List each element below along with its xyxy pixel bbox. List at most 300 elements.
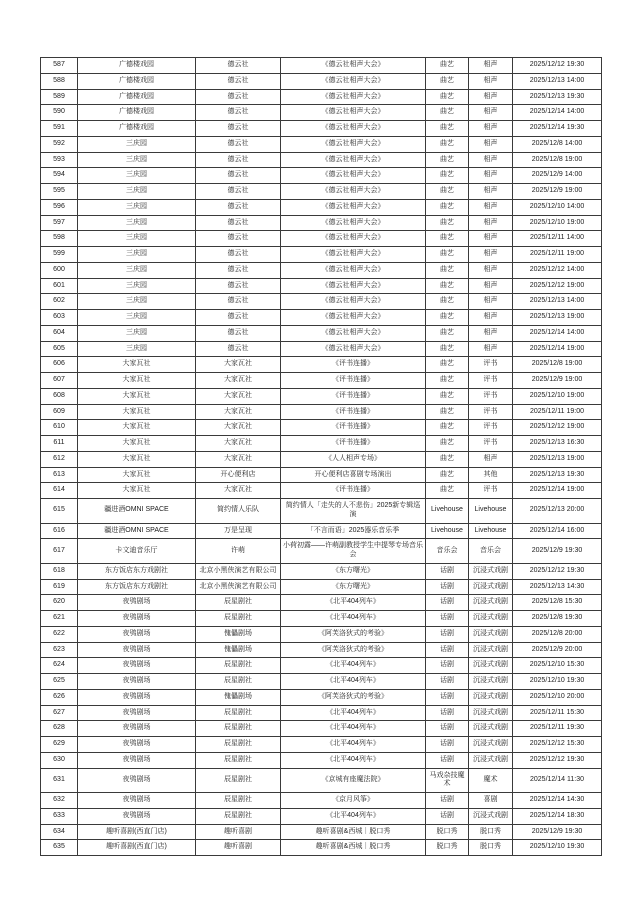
cell-datetime: 2025/12/11 15:30 (513, 705, 602, 721)
table-row (41, 840, 602, 856)
table-row (41, 595, 602, 611)
cell-troupe: 辰星剧社 (196, 768, 281, 793)
cell-troupe: 北京小黑侠演艺有限公司 (196, 579, 281, 595)
cell-title: 《评书连播》 (281, 436, 426, 452)
table-row (41, 152, 602, 168)
cell-troupe: 德云社 (196, 247, 281, 263)
cell-subcategory: 评书 (469, 420, 513, 436)
cell-troupe: 万是呈现 (196, 523, 281, 539)
cell-datetime: 2025/12/9 14:00 (513, 168, 602, 184)
table-row (41, 705, 602, 721)
table-row (41, 105, 602, 121)
cell-troupe: 德云社 (196, 199, 281, 215)
cell-datetime: 2025/12/13 19:30 (513, 89, 602, 105)
cell-num: 619 (41, 579, 78, 595)
cell-num: 589 (41, 89, 78, 105)
cell-num: 592 (41, 136, 78, 152)
cell-troupe: 德云社 (196, 294, 281, 310)
cell-venue: 夜鸮剧场 (78, 752, 196, 768)
cell-title: 《北平404列车》 (281, 705, 426, 721)
table-row (41, 89, 602, 105)
cell-title: 《北平404列车》 (281, 752, 426, 768)
table-row (41, 168, 602, 184)
cell-category: 曲艺 (426, 483, 469, 499)
cell-troupe: 大家瓦社 (196, 420, 281, 436)
cell-title: 《评书连播》 (281, 388, 426, 404)
cell-troupe: 德云社 (196, 152, 281, 168)
cell-num: 622 (41, 626, 78, 642)
cell-datetime: 2025/12/14 19:00 (513, 483, 602, 499)
cell-category: 曲艺 (426, 168, 469, 184)
cell-category: 话剧 (426, 721, 469, 737)
cell-troupe: 大家瓦社 (196, 483, 281, 499)
cell-troupe: 傀儡剧场 (196, 642, 281, 658)
cell-subcategory: 相声 (469, 451, 513, 467)
cell-datetime: 2025/12/14 14:30 (513, 793, 602, 809)
cell-troupe: 大家瓦社 (196, 404, 281, 420)
cell-num: 635 (41, 840, 78, 856)
cell-datetime: 2025/12/14 14:00 (513, 105, 602, 121)
cell-datetime: 2025/12/13 14:30 (513, 579, 602, 595)
cell-troupe: 德云社 (196, 168, 281, 184)
cell-troupe: 辰星剧社 (196, 808, 281, 824)
cell-venue: 夜鸮剧场 (78, 642, 196, 658)
table-row (41, 310, 602, 326)
cell-datetime: 2025/12/10 19:00 (513, 215, 602, 231)
cell-category: 曲艺 (426, 136, 469, 152)
cell-venue: 三庆园 (78, 278, 196, 294)
cell-title: 《京城有座魔法院》 (281, 768, 426, 793)
cell-datetime: 2025/12/14 11:30 (513, 768, 602, 793)
cell-title: 《京月风筝》 (281, 793, 426, 809)
cell-venue: 三庆园 (78, 341, 196, 357)
cell-num: 599 (41, 247, 78, 263)
cell-title: 「不言而语」2025器乐音乐季 (281, 523, 426, 539)
cell-venue: 大家瓦社 (78, 483, 196, 499)
table-row (41, 294, 602, 310)
cell-num: 607 (41, 373, 78, 389)
cell-num: 590 (41, 105, 78, 121)
cell-troupe: 辰星剧社 (196, 674, 281, 690)
cell-category: 曲艺 (426, 215, 469, 231)
cell-num: 630 (41, 752, 78, 768)
cell-title: 《东方曙光》 (281, 563, 426, 579)
cell-venue: 三庆园 (78, 199, 196, 215)
cell-category: 曲艺 (426, 357, 469, 373)
table-row (41, 373, 602, 389)
table-row (41, 579, 602, 595)
cell-datetime: 2025/12/11 19:00 (513, 404, 602, 420)
cell-category: 话剧 (426, 626, 469, 642)
table-row (41, 341, 602, 357)
cell-num: 587 (41, 58, 78, 74)
table-row (41, 752, 602, 768)
cell-datetime: 2025/12/14 16:00 (513, 523, 602, 539)
table-row (41, 247, 602, 263)
cell-title: 《阿芙洛狄式的考验》 (281, 642, 426, 658)
events-table-body (41, 58, 602, 856)
cell-category: 话剧 (426, 689, 469, 705)
cell-subcategory: 相声 (469, 152, 513, 168)
cell-troupe: 辰星剧社 (196, 705, 281, 721)
table-row (41, 563, 602, 579)
cell-num: 597 (41, 215, 78, 231)
cell-datetime: 2025/12/10 20:00 (513, 689, 602, 705)
cell-category: 话剧 (426, 705, 469, 721)
cell-title: 《德云社相声大会》 (281, 73, 426, 89)
cell-title: 趣听喜剧&西城｜脱口秀 (281, 824, 426, 840)
cell-title: 《德云社相声大会》 (281, 58, 426, 74)
cell-subcategory: 脱口秀 (469, 840, 513, 856)
cell-title: 《评书连播》 (281, 373, 426, 389)
cell-troupe: 大家瓦社 (196, 357, 281, 373)
cell-troupe: 许萌 (196, 539, 281, 564)
table-row (41, 483, 602, 499)
cell-subcategory: 沉浸式戏剧 (469, 721, 513, 737)
cell-venue: 大家瓦社 (78, 467, 196, 483)
cell-datetime: 2025/12/12 19:00 (513, 278, 602, 294)
cell-category: 曲艺 (426, 121, 469, 137)
cell-datetime: 2025/12/14 14:00 (513, 325, 602, 341)
cell-category: 曲艺 (426, 278, 469, 294)
cell-venue: 三庆园 (78, 152, 196, 168)
cell-title: 《东方曙光》 (281, 579, 426, 595)
cell-troupe: 辰星剧社 (196, 658, 281, 674)
cell-venue: 大家瓦社 (78, 373, 196, 389)
cell-title: 《北平404列车》 (281, 658, 426, 674)
cell-category: 脱口秀 (426, 824, 469, 840)
cell-troupe: 傀儡剧场 (196, 689, 281, 705)
cell-venue: 大家瓦社 (78, 357, 196, 373)
cell-category: 话剧 (426, 595, 469, 611)
table-row (41, 689, 602, 705)
cell-title: 《北平404列车》 (281, 808, 426, 824)
cell-troupe: 德云社 (196, 121, 281, 137)
cell-troupe: 辰星剧社 (196, 611, 281, 627)
cell-subcategory: 其他 (469, 467, 513, 483)
table-row (41, 499, 602, 524)
cell-category: 曲艺 (426, 310, 469, 326)
cell-subcategory: 沉浸式戏剧 (469, 611, 513, 627)
cell-venue: 三庆园 (78, 325, 196, 341)
table-row (41, 523, 602, 539)
cell-troupe: 辰星剧社 (196, 737, 281, 753)
cell-troupe: 大家瓦社 (196, 388, 281, 404)
cell-troupe: 辰星剧社 (196, 752, 281, 768)
cell-subcategory: 沉浸式戏剧 (469, 658, 513, 674)
cell-subcategory: 沉浸式戏剧 (469, 595, 513, 611)
cell-category: 曲艺 (426, 247, 469, 263)
cell-venue: 夜鸮剧场 (78, 793, 196, 809)
cell-subcategory: 相声 (469, 105, 513, 121)
table-row (41, 184, 602, 200)
cell-subcategory: 相声 (469, 247, 513, 263)
cell-num: 600 (41, 262, 78, 278)
cell-num: 596 (41, 199, 78, 215)
cell-num: 608 (41, 388, 78, 404)
cell-datetime: 2025/12/11 19:00 (513, 247, 602, 263)
cell-datetime: 2025/12/8 19:00 (513, 152, 602, 168)
cell-num: 624 (41, 658, 78, 674)
cell-subcategory: 沉浸式戏剧 (469, 579, 513, 595)
cell-category: 话剧 (426, 752, 469, 768)
table-row (41, 436, 602, 452)
cell-troupe: 德云社 (196, 310, 281, 326)
cell-venue: 疆进酒OMNI SPACE (78, 523, 196, 539)
cell-num: 612 (41, 451, 78, 467)
cell-venue: 趣听喜剧(西直门店) (78, 840, 196, 856)
table-row (41, 325, 602, 341)
table-row (41, 674, 602, 690)
cell-category: 曲艺 (426, 436, 469, 452)
cell-subcategory: 沉浸式戏剧 (469, 808, 513, 824)
cell-datetime: 2025/12/9 19:30 (513, 539, 602, 564)
table-row (41, 73, 602, 89)
cell-subcategory: 沉浸式戏剧 (469, 626, 513, 642)
cell-title: 《德云社相声大会》 (281, 136, 426, 152)
cell-subcategory: 相声 (469, 58, 513, 74)
cell-datetime: 2025/12/12 19:30 (513, 58, 602, 74)
cell-venue: 三庆园 (78, 231, 196, 247)
cell-venue: 广德楼戏园 (78, 105, 196, 121)
table-row (41, 199, 602, 215)
cell-subcategory: 相声 (469, 341, 513, 357)
cell-venue: 三庆园 (78, 247, 196, 263)
cell-datetime: 2025/12/12 15:30 (513, 737, 602, 753)
cell-subcategory: 音乐会 (469, 539, 513, 564)
cell-num: 629 (41, 737, 78, 753)
cell-category: 曲艺 (426, 388, 469, 404)
cell-venue: 夜鸮剧场 (78, 689, 196, 705)
cell-title: 趣听喜剧&西城｜脱口秀 (281, 840, 426, 856)
cell-subcategory: Livehouse (469, 523, 513, 539)
cell-title: 《北平404列车》 (281, 611, 426, 627)
cell-venue: 夜鸮剧场 (78, 721, 196, 737)
cell-num: 620 (41, 595, 78, 611)
cell-subcategory: 相声 (469, 310, 513, 326)
cell-num: 614 (41, 483, 78, 499)
cell-datetime: 2025/12/12 19:30 (513, 752, 602, 768)
table-row (41, 58, 602, 74)
cell-subcategory: 魔术 (469, 768, 513, 793)
cell-troupe: 德云社 (196, 325, 281, 341)
cell-title: 《评书连播》 (281, 357, 426, 373)
cell-category: 话剧 (426, 642, 469, 658)
cell-subcategory: 相声 (469, 325, 513, 341)
cell-category: 曲艺 (426, 325, 469, 341)
cell-datetime: 2025/12/9 19:00 (513, 373, 602, 389)
cell-subcategory: 沉浸式戏剧 (469, 737, 513, 753)
cell-troupe: 大家瓦社 (196, 373, 281, 389)
cell-subcategory: 评书 (469, 404, 513, 420)
cell-num: 616 (41, 523, 78, 539)
cell-datetime: 2025/12/8 19:30 (513, 611, 602, 627)
table-row (41, 768, 602, 793)
cell-title: 《人人相声专场》 (281, 451, 426, 467)
cell-subcategory: 相声 (469, 294, 513, 310)
cell-datetime: 2025/12/12 19:30 (513, 563, 602, 579)
events-table (40, 57, 602, 856)
cell-title: 《阿芙洛狄式的考验》 (281, 626, 426, 642)
cell-category: 曲艺 (426, 341, 469, 357)
cell-num: 621 (41, 611, 78, 627)
cell-venue: 夜鸮剧场 (78, 705, 196, 721)
cell-venue: 三庆园 (78, 136, 196, 152)
cell-subcategory: 相声 (469, 73, 513, 89)
cell-category: 曲艺 (426, 199, 469, 215)
cell-venue: 三庆园 (78, 294, 196, 310)
cell-venue: 夜鸮剧场 (78, 674, 196, 690)
table-row (41, 808, 602, 824)
cell-title: 《北平404列车》 (281, 721, 426, 737)
cell-num: 625 (41, 674, 78, 690)
cell-subcategory: 评书 (469, 357, 513, 373)
cell-title: 简约情人「走失的人不悲伤」2025新专辑巡演 (281, 499, 426, 524)
cell-num: 626 (41, 689, 78, 705)
cell-num: 618 (41, 563, 78, 579)
cell-troupe: 趣听喜剧 (196, 824, 281, 840)
table-row (41, 539, 602, 564)
cell-title: 《德云社相声大会》 (281, 325, 426, 341)
cell-venue: 三庆园 (78, 168, 196, 184)
cell-subcategory: 相声 (469, 262, 513, 278)
cell-troupe: 大家瓦社 (196, 436, 281, 452)
cell-venue: 三庆园 (78, 310, 196, 326)
cell-venue: 广德楼戏园 (78, 58, 196, 74)
table-row (41, 793, 602, 809)
cell-venue: 广德楼戏园 (78, 73, 196, 89)
cell-num: 593 (41, 152, 78, 168)
cell-datetime: 2025/12/9 20:00 (513, 642, 602, 658)
cell-num: 595 (41, 184, 78, 200)
cell-subcategory: 沉浸式戏剧 (469, 674, 513, 690)
cell-troupe: 德云社 (196, 58, 281, 74)
table-row (41, 262, 602, 278)
cell-datetime: 2025/12/13 19:30 (513, 467, 602, 483)
cell-venue: 趣听喜剧(西直门店) (78, 824, 196, 840)
cell-category: 曲艺 (426, 373, 469, 389)
cell-num: 632 (41, 793, 78, 809)
cell-title: 《北平404列车》 (281, 737, 426, 753)
table-row (41, 136, 602, 152)
cell-title: 《德云社相声大会》 (281, 215, 426, 231)
cell-num: 615 (41, 499, 78, 524)
cell-category: 曲艺 (426, 294, 469, 310)
table-row (41, 611, 602, 627)
cell-num: 613 (41, 467, 78, 483)
cell-datetime: 2025/12/8 19:00 (513, 357, 602, 373)
cell-subcategory: 相声 (469, 136, 513, 152)
cell-datetime: 2025/12/12 19:00 (513, 420, 602, 436)
cell-category: Livehouse (426, 499, 469, 524)
cell-datetime: 2025/12/13 16:30 (513, 436, 602, 452)
cell-datetime: 2025/12/14 19:00 (513, 341, 602, 357)
table-row (41, 278, 602, 294)
cell-venue: 夜鸮剧场 (78, 768, 196, 793)
cell-subcategory: 脱口秀 (469, 824, 513, 840)
cell-venue: 大家瓦社 (78, 404, 196, 420)
cell-datetime: 2025/12/10 14:00 (513, 199, 602, 215)
cell-subcategory: 相声 (469, 215, 513, 231)
table-row (41, 121, 602, 137)
table-row (41, 451, 602, 467)
cell-title: 《评书连播》 (281, 404, 426, 420)
cell-title: 开心便利店喜剧专场演出 (281, 467, 426, 483)
cell-datetime: 2025/12/11 19:30 (513, 721, 602, 737)
cell-venue: 夜鸮剧场 (78, 737, 196, 753)
cell-category: 曲艺 (426, 105, 469, 121)
cell-subcategory: 沉浸式戏剧 (469, 689, 513, 705)
cell-title: 《北平404列车》 (281, 595, 426, 611)
cell-troupe: 德云社 (196, 89, 281, 105)
cell-title: 《德云社相声大会》 (281, 247, 426, 263)
cell-category: 曲艺 (426, 184, 469, 200)
cell-troupe: 德云社 (196, 184, 281, 200)
cell-troupe: 简约情人乐队 (196, 499, 281, 524)
cell-category: 话剧 (426, 808, 469, 824)
cell-category: 曲艺 (426, 420, 469, 436)
cell-datetime: 2025/12/8 14:00 (513, 136, 602, 152)
cell-troupe: 北京小黑侠演艺有限公司 (196, 563, 281, 579)
table-row (41, 642, 602, 658)
cell-title: 《德云社相声大会》 (281, 278, 426, 294)
cell-troupe: 德云社 (196, 231, 281, 247)
cell-num: 594 (41, 168, 78, 184)
cell-troupe: 辰星剧社 (196, 595, 281, 611)
cell-num: 633 (41, 808, 78, 824)
cell-venue: 大家瓦社 (78, 388, 196, 404)
table-row (41, 737, 602, 753)
cell-category: 话剧 (426, 563, 469, 579)
table-row (41, 420, 602, 436)
cell-num: 627 (41, 705, 78, 721)
cell-num: 634 (41, 824, 78, 840)
cell-subcategory: 评书 (469, 483, 513, 499)
cell-num: 623 (41, 642, 78, 658)
cell-num: 591 (41, 121, 78, 137)
cell-datetime: 2025/12/10 19:30 (513, 674, 602, 690)
cell-category: 曲艺 (426, 152, 469, 168)
cell-title: 《德云社相声大会》 (281, 152, 426, 168)
table-row (41, 231, 602, 247)
cell-num: 610 (41, 420, 78, 436)
cell-venue: 东方饭店东方戏剧社 (78, 563, 196, 579)
cell-title: 《德云社相声大会》 (281, 168, 426, 184)
cell-troupe: 辰星剧社 (196, 721, 281, 737)
cell-subcategory: 喜剧 (469, 793, 513, 809)
cell-subcategory: 相声 (469, 199, 513, 215)
cell-title: 《评书连播》 (281, 420, 426, 436)
cell-category: Livehouse (426, 523, 469, 539)
table-row (41, 626, 602, 642)
cell-datetime: 2025/12/10 19:30 (513, 840, 602, 856)
cell-datetime: 2025/12/9 19:00 (513, 184, 602, 200)
cell-venue: 三庆园 (78, 215, 196, 231)
cell-category: 曲艺 (426, 89, 469, 105)
cell-venue: 夜鸮剧场 (78, 626, 196, 642)
cell-troupe: 大家瓦社 (196, 451, 281, 467)
cell-subcategory: 相声 (469, 89, 513, 105)
cell-category: 曲艺 (426, 451, 469, 467)
cell-venue: 大家瓦社 (78, 436, 196, 452)
cell-troupe: 德云社 (196, 215, 281, 231)
cell-datetime: 2025/12/13 14:00 (513, 73, 602, 89)
cell-troupe: 傀儡剧场 (196, 626, 281, 642)
cell-category: 曲艺 (426, 73, 469, 89)
cell-venue: 大家瓦社 (78, 420, 196, 436)
cell-troupe: 开心便利店 (196, 467, 281, 483)
cell-subcategory: 相声 (469, 121, 513, 137)
